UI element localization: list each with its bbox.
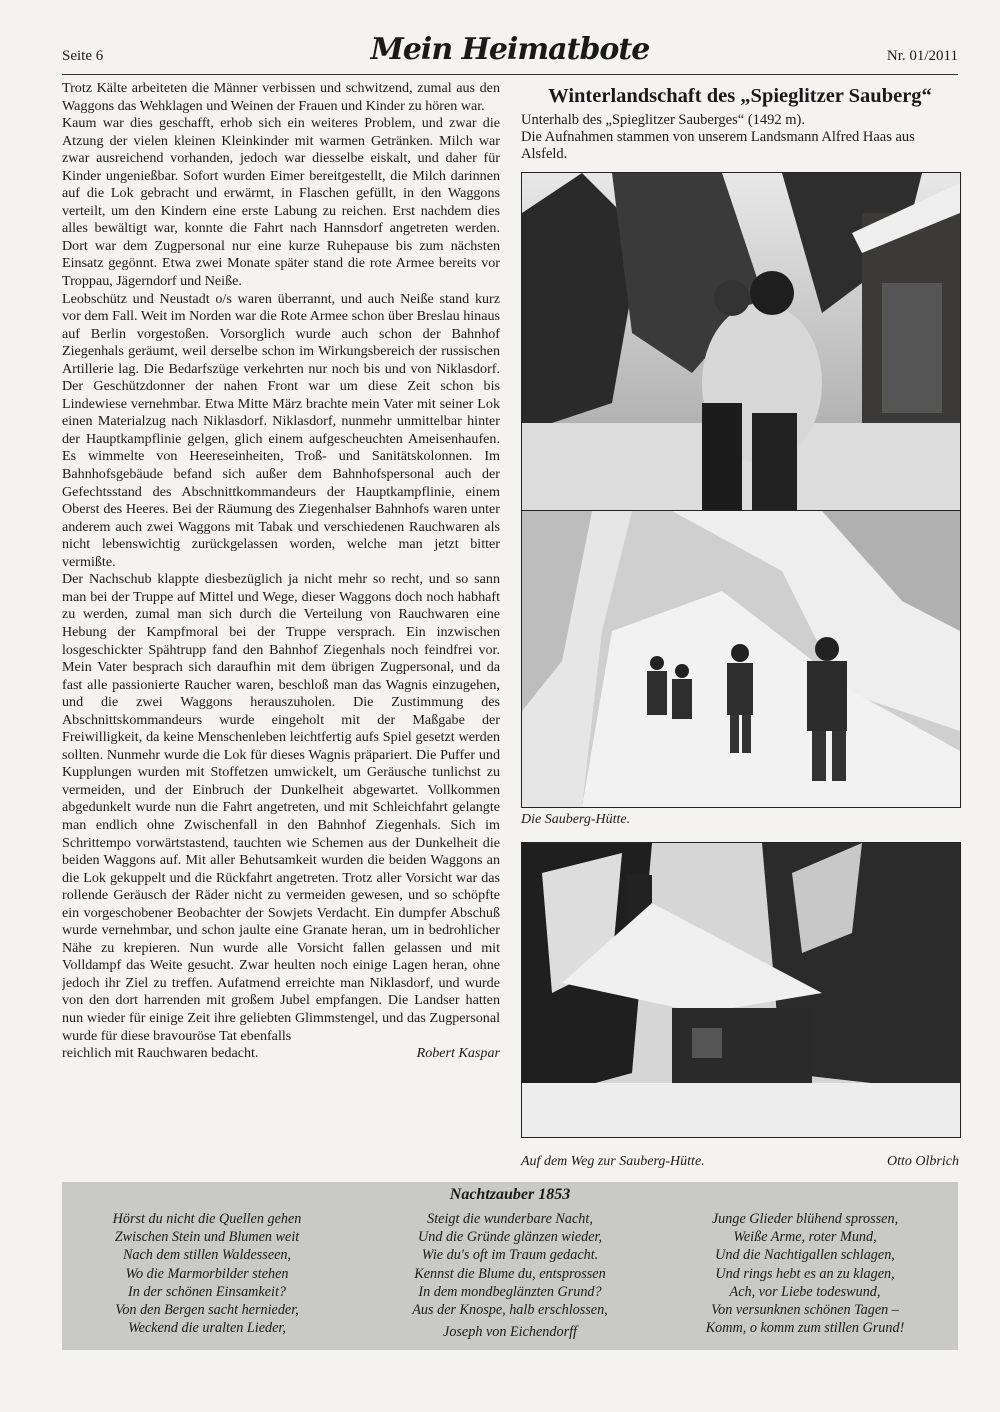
photo-skiers	[521, 510, 961, 808]
poem-line: Ach, vor Liebe todeswund,	[729, 1283, 881, 1300]
poem-line: In der schönen Einsamkeit?	[128, 1283, 286, 1300]
photo-caption-row	[521, 1152, 959, 1171]
poem-line: Wie du's oft im Traum gedacht.	[421, 1247, 599, 1264]
article-paragraph: Trotz Kälte arbeiteten die Männer verbissen und schwitzend, zumal aus den Waggons das Wehklagen und Weinen der Frauen und Kinder zu hören war.	[62, 80, 500, 114]
poem-line: Junge Glieder blühend sprossen,	[711, 1211, 899, 1227]
photo-intro-line: Unterhalb des „Spieglitzer Sauberges“ (1492 m).	[521, 112, 806, 128]
poem-line: Und die Nachtigallen schlagen,	[715, 1247, 895, 1264]
poem-line: Weckend die uralten Lieder,	[128, 1320, 286, 1337]
poem-line: Von den Bergen sacht hernieder,	[115, 1302, 299, 1319]
photo-section-title: Winterlandschaft des „Spieglitzer Sauberg“	[548, 85, 932, 107]
photo-hut-image	[522, 843, 960, 1137]
header-rule	[62, 74, 958, 75]
page-header	[62, 32, 958, 72]
poem-stanza-3	[662, 1210, 948, 1337]
poem-line: Steigt die wunderbare Nacht,	[427, 1211, 593, 1227]
article-paragraph: Kaum war dies geschafft, erhob sich ein weiteres Problem, und zwar die Atzung der vielen kleinen Kleinkinder mit warmen Getränken. Milch war zwar ausreichend vorhanden, jedoch war diesselbe eiskalt, und daher für Kinder ungenießbar. Sofort wurden Eimer bereitgestellt, die Milch darinnen auf die Lok gebracht und erwärmt, in Flaschen gefüllt, in den Waggons verteilt, um den Kindern eine erste Labung zu reichen. Erst nachdem dies alles bewältigt war, konnte die Fahrt nach Hannsdorf angetreten werden. Dort war dem Zugpersonal nur eine kurze Ruhepause bis zum nächsten Einsatz gegönnt. Etwa zwei Monate später stand die rote Armee bereits vor Troppau, Jägerndorf und Neiße.	[62, 115, 500, 290]
poem-line: Von versunknen schönen Tagen –	[711, 1302, 899, 1319]
photo-intro	[521, 112, 959, 163]
poem-stanza-1	[72, 1210, 342, 1337]
poem-line: Zwischen Stein und Blumen weit	[114, 1229, 300, 1246]
poem-line: In dem mondbeglänzten Grund?	[418, 1283, 602, 1300]
photo-intro-line: Die Aufnahmen stammen von unserem Landsmann Alfred Haas aus Alsfeld.	[521, 129, 915, 162]
poem-line: Nach dem stillen Waldesseen,	[122, 1247, 292, 1264]
article-paragraph: Der Nachschub klappte diesbezüglich ja nicht mehr so recht, und so sann man bei der Truppe auf Mittel und Wege, dieser Waggons doch noch habhaft zu werden, zumal man sich durch die Verteilung von Rauchwaren eine Hebung der Kampfmoral bei der Truppe versprach. Ein inzwischen losgeschickter Spähtrupp fand den Bahnhof Ziegenhals noch feindfrei vor. Mein Vater besprach sich daraufhin mit dem übrigen Zugpersonal, und da fast alle passionierte Raucher waren, beschloß man das Wagnis einzugehen, und die zwei Waggons herauszuholen. Die Zustimmung des Abschnittskommandeurs wurde eingeholt mit der Maßgabe der Freiwilligkeit, da keine Menschenleben leichtfertig aufs Spiel gesetzt werden sollten. Nunmehr wurde die Lok für dieses Wagnis präpariert. Die Puffer und Kupplungen wurden mit Stoffetzen umwickelt, um Geräusche tunlichst zu vermeiden, und der Einbruch der Dunkelheit abgewartet. Vollkommen abgedunkelt wurde nun die Fahrt angetreten, und mit Schleichfahrt gelangte man endlich ohne Zwischenfall in den Bahnhof Ziegenhals. Sich im Schrittempo vorwärtstastend, tauchten wie Schemen aus der Dunkelheit die beiden Waggons auf. Mit aller Behutsamkeit wurden die beiden Waggons an die Lok gekuppelt und die Rückfahrt angetreten. Trotz aller Vorsicht war das rollende Geräusch der Räder nicht zu vermeiden gewesen, und so schöpfte ein vorgeschobener Beobachter der Sowjets Verdacht. Ein dumpfer Abschuß wurde vernehmbar, und schon jaulte eine Granate heran, um in bedrohlicher Nähe zu krepieren. Nun wurde alle Vorsicht fallen gelassen und mit Volldampf das Weite gesucht. Zwar heulten noch einige Lagen heran, ohne jedoch ihr Ziel zu treffen. Aufatmend erreichte man Niklasdorf, und wurde von den dort harrenden mit großem Jubel empfangen. Die Landser hatten nun wieder für einige Zeit ihre geliebten Glimmstengel, und das Zugpersonal wurde für diese bravouröse Tat ebenfalls	[62, 571, 500, 1044]
photo-couple-image	[522, 173, 960, 537]
masthead-logo: Mein Heimatbote	[370, 32, 650, 67]
poem-line: Aus der Knospe, halb erschlossen,	[412, 1302, 608, 1319]
article-column	[62, 80, 500, 1176]
poem-author: Joseph von Eichendorff	[443, 1324, 577, 1340]
poem-line: Und rings hebt es an zu klagen,	[715, 1265, 895, 1282]
poem-line: Und die Gründe glänzen wieder,	[417, 1229, 603, 1246]
poem-line: Komm, o komm zum stillen Grund!	[705, 1320, 905, 1337]
article-author: Robert Kaspar	[416, 1045, 500, 1062]
photo-skiers-image	[522, 511, 960, 807]
poem-line: Kennst die Blume du, entsprossen	[414, 1265, 606, 1282]
article-last-line: reichlich mit Rauchwaren bedacht.	[62, 1045, 259, 1062]
poem-box	[62, 1182, 958, 1350]
poem-line: Weiße Arme, roter Mund,	[733, 1229, 877, 1246]
poem-title: Nachtzauber 1853	[449, 1186, 571, 1203]
page-number: Seite 6	[62, 48, 104, 64]
article-paragraph: Leobschütz und Neustadt o/s waren überrannt, und auch Neiße stand kurz vor dem Fall. Weit im Norden war die Rote Armee schon über Breslau hinaus auf Berlin vorgestoßen. Vorsorglich wurde auch schon der Bahnhof Ziegenhals geräumt, weil derselbe schon im Wirkungsbereich der russischen Artillerie lag. Die Bedarfszüge verkehrten nur noch bis und von Niklasdorf. Der Geschützdonner der nahen Front war um diese Zeit schon bis Lindewiese vernehmbar. Etwa Mitte März brachte mein Vater mit seiner Lok einen Materialzug nach Niklasdorf. Niklasdorf, nunmehr unmittelbar hinter der Hauptkampflinie gelgen, glich einem aufgescheuchten Ameisenhaufen. Es wimmelte von Heereseinheiten, Troß- und Sanitätskolonnen. Im Bahnhofsgebäude befand sich außer dem Bahnhofspersonal auch der Gefechtsstand des Abschnittkommandeurs der Hauptkampflinie, einem Oberst des Heeres. Bei der Räumung des Ziegenhalser Bahnhofs waren unter anderem auch zwei Waggons mit Tabak und verschiedenen Rauchwaren als nicht lebenswichtig zurückgelassen worden, welche man jetzt bitter vermißte.	[62, 290, 500, 570]
photo-caption: Auf dem Weg zur Sauberg-Hütte.	[521, 1154, 705, 1169]
photo-caption: Die Sauberg-Hütte.	[521, 812, 631, 827]
poem-line: Hörst du nicht die Quellen gehen	[112, 1211, 302, 1227]
photo-couple-at-hut	[521, 172, 961, 538]
poem-stanza-2	[360, 1210, 660, 1319]
photo-column	[521, 80, 959, 1169]
poem-line: Wo die Marmorbilder stehen	[125, 1265, 289, 1282]
article-closing	[62, 1045, 500, 1063]
issue-number: Nr. 01/2011	[886, 48, 958, 64]
photographer-credit: Otto Olbrich	[887, 1154, 959, 1169]
photo-hut-in-snow	[521, 842, 961, 1138]
